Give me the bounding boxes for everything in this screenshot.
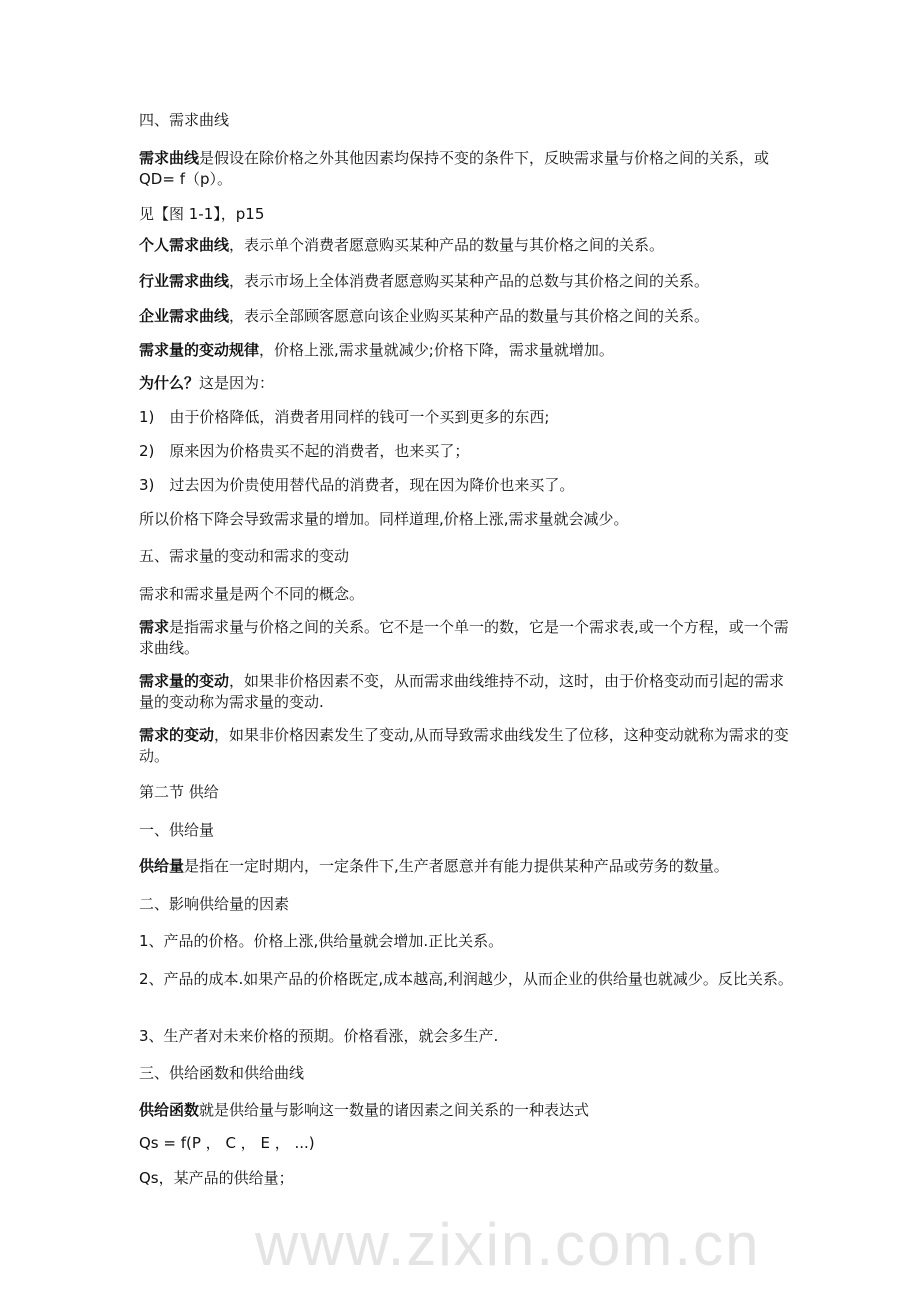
paragraph-text: 2、产品的成本.如果产品的价格既定,成本越高,利润越少，从而企业的供给量也就减少。反比关系。 xyxy=(139,970,793,988)
paragraph-text: 是假设在除价格之外其他因素均保持不变的条件下，反映需求量与价格之间的关系，或 QD= f（p）。 xyxy=(139,149,770,188)
paragraph-text: 一、供给量 xyxy=(139,821,215,839)
bold-term: 个人需求曲线 xyxy=(139,236,230,254)
paragraph-text: ，表示单个消费者愿意购买某种产品的数量与其价格之间的关系。 xyxy=(229,236,665,254)
paragraph-text: ，价格上涨,需求量就减少;价格下降，需求量就增加。 xyxy=(259,341,614,359)
paragraph xyxy=(139,820,799,841)
paragraph-text: Qs = f(P ， C ， E ， ...) xyxy=(139,1134,315,1152)
paragraph-text: 需求和需求量是两个不同的概念。 xyxy=(139,585,365,603)
paragraph xyxy=(139,1063,799,1084)
paragraph xyxy=(139,509,799,530)
paragraph xyxy=(139,475,799,496)
bold-term: 行业需求曲线 xyxy=(139,272,230,290)
paragraph-text: 三、供给函数和供给曲线 xyxy=(139,1064,305,1082)
paragraph xyxy=(139,148,799,190)
paragraph xyxy=(139,340,799,361)
paragraph-text: ，表示市场上全体消费者愿意购买某种产品的总数与其价格之间的关系。 xyxy=(229,272,710,290)
paragraph xyxy=(139,204,799,225)
bold-term: 为什么？ xyxy=(139,374,200,392)
paragraph-text: 二、影响供给量的因素 xyxy=(139,895,290,913)
bold-term: 需求量的变动规律 xyxy=(139,341,260,359)
bold-term: 需求 xyxy=(139,618,170,636)
paragraph-text: ，如果非价格因素发生了变动,从而导致需求曲线发生了位移，这种变动就称为需求的变动。 xyxy=(139,726,789,765)
paragraph-text: 见【图 1-1】，p15 xyxy=(139,205,265,223)
paragraph-text: 3、生产者对未来价格的预期。价格看涨，就会多生产. xyxy=(139,1027,499,1045)
paragraph-text: 五、需求量的变动和需求的变动 xyxy=(139,547,350,565)
paragraph-text: 是指在一定时期内，一定条件下,生产者愿意并有能力提供某种产品或劳务的数量。 xyxy=(184,857,729,875)
paragraph-text: 所以价格下降会导致需求量的增加。同样道理,价格上涨,需求量就会减少。 xyxy=(139,510,629,528)
paragraph xyxy=(139,1133,799,1154)
paragraph xyxy=(139,1100,799,1121)
paragraph-text: 四、需求曲线 xyxy=(139,111,230,129)
paragraph xyxy=(139,373,799,394)
paragraph xyxy=(139,969,799,990)
paragraph xyxy=(139,546,799,567)
bold-term: 需求量的变动 xyxy=(139,672,230,690)
paragraph-text: 1) 由于价格降低，消费者用同样的钱可一个买到更多的东西; xyxy=(139,408,550,426)
paragraph xyxy=(139,235,799,256)
bold-term: 需求曲线 xyxy=(139,149,200,167)
paragraph xyxy=(139,407,799,428)
paragraph-text: ，如果非价格因素不变，从而需求曲线维持不动，这时，由于价格变动而引起的需求量的变动称为需求量的变动. xyxy=(139,672,785,711)
paragraph-text: 第二节 供给 xyxy=(139,783,219,801)
paragraph-text: 这是因为： xyxy=(199,374,275,392)
bold-term: 供给函数 xyxy=(139,1101,200,1119)
paragraph xyxy=(139,894,799,915)
paragraph-text: ，表示全部顾客愿意向该企业购买某种产品的数量与其价格之间的关系。 xyxy=(229,307,710,325)
paragraph-text: 3) 过去因为价贵使用替代品的消费者，现在因为降价也来买了。 xyxy=(139,476,575,494)
paragraph xyxy=(139,671,799,713)
paragraph xyxy=(139,306,799,327)
paragraph-text: 1、产品的价格。价格上涨,供给量就会增加.正比关系。 xyxy=(139,932,504,950)
bold-term: 供给量 xyxy=(139,857,185,875)
paragraph-text: 2) 原来因为价格贵买不起的消费者，也来买了； xyxy=(139,442,470,460)
paragraph-text: 是指需求量与价格之间的关系。它不是一个单一的数，它是一个需求表,或一个方程，或一个需求曲线。 xyxy=(139,618,789,657)
paragraph xyxy=(139,782,799,803)
paragraph xyxy=(139,931,799,952)
paragraph xyxy=(139,725,799,767)
paragraph xyxy=(139,1026,799,1047)
paragraph xyxy=(139,617,799,659)
watermark: www.zixin.com.cn xyxy=(255,1211,761,1278)
bold-term: 需求的变动 xyxy=(139,726,215,744)
paragraph xyxy=(139,441,799,462)
bold-term: 企业需求曲线 xyxy=(139,307,230,325)
paragraph xyxy=(139,584,799,605)
paragraph-text: 就是供给量与影响这一数量的诸因素之间关系的一种表达式 xyxy=(199,1101,590,1119)
paragraph xyxy=(139,1168,799,1189)
paragraph xyxy=(139,271,799,292)
paragraph-text: Qs，某产品的供给量； xyxy=(139,1169,294,1187)
paragraph xyxy=(139,110,799,131)
paragraph xyxy=(139,856,799,877)
